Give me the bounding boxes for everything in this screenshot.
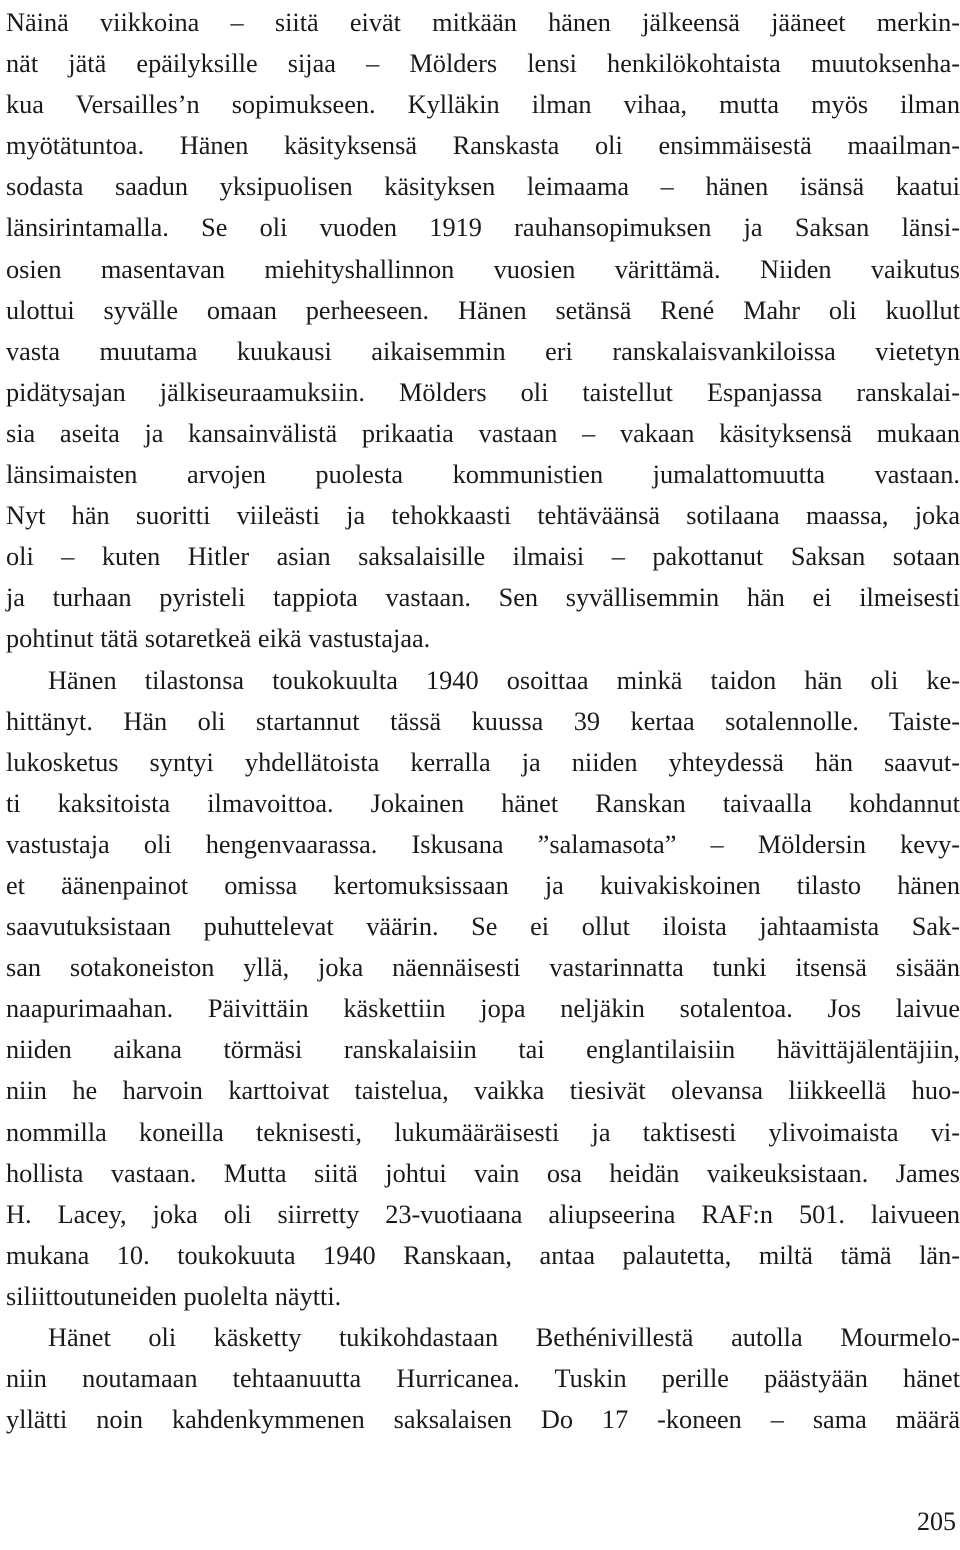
text-line: kua Versailles’n sopimukseen. Kylläkin ilman vihaa, mutta myös ilman [6,90,960,120]
text-line: Hänen tilastonsa toukokuulta 1940 osoittaa minkä taidon hän oli ke- [48,665,960,695]
text-line: sia aseita ja kansainvälistä prikaatia vastaan – vakaan käsityksensä mukaan [6,418,960,448]
text-line: vastustaja oli hengenvaarassa. Iskusana ”salamasota” – Möldersin kevy- [6,829,960,859]
text-line: lukosketus syntyi yhdellätoista kerralla ja niiden yhteydessä hän saavut- [6,747,960,777]
text-line: pidätysajan jälkiseuraamuksiin. Mölders oli taistellut Espanjassa ranskalai- [6,377,960,407]
text-line: et äänenpainot omissa kertomuksissaan ja kuivakiskoinen tilasto hänen [6,870,960,900]
text-line: länsirintamalla. Se oli vuoden 1919 rauhansopimuksen ja Saksan länsi- [6,213,960,243]
text-line: naapurimaahan. Päivittäin käskettiin jopa neljäkin sotalentoa. Jos laivue [6,994,960,1024]
text-line: nät jätä epäilyksille sijaa – Mölders lensi henkilökohtaista muutoksenha- [6,49,960,79]
text-line: san sotakoneiston yllä, joka näennäisesti vastarinnatta tunki itsensä sisään [6,953,960,983]
text-line: niin noutamaan tehtaanuutta Hurricanea. Tuskin perille päästyään hänet [6,1364,960,1394]
text-line: siliittoutuneiden puolelta näytti. [6,1281,342,1311]
text-line: ti kaksitoista ilmavoittoa. Jokainen hänet Ranskan taivaalla kohdannut [6,788,960,818]
text-line: yllätti noin kahdenkymmenen saksalaisen Do 17 -koneen – sama määrä [6,1405,960,1435]
text-line: ulottui syvälle omaan perheeseen. Hänen setänsä René Mahr oli kuollut [6,295,960,325]
text-line: myötätuntoa. Hänen käsityksensä Ranskasta oli ensimmäisestä maailman- [6,131,960,161]
text-line: nommilla koneilla teknisesti, lukumääräisesti ja taktisesti ylivoimaista vi- [6,1117,960,1147]
text-line: niiden aikana törmäsi ranskalaisiin tai englantilaisiin hävittäjälentäjiin, [6,1035,960,1065]
text-line: Nyt hän suoritti viileästi ja tehokkaasti tehtäväänsä sotilaana maassa, joka [6,501,960,531]
text-line: saavutuksistaan puhuttelevat väärin. Se ei ollut iloista jahtaamista Sak- [6,912,960,942]
text-line: niin he harvoin karttoivat taistelua, vaikka tiesivät olevansa liikkeellä huo- [6,1076,960,1106]
text-line: mukana 10. toukokuuta 1940 Ranskaan, antaa palautetta, miltä tämä län- [6,1240,960,1270]
text-line: pohtinut tätä sotaretkeä eikä vastustajaa. [6,624,431,654]
text-line: hollista vastaan. Mutta siitä johtui vain osa heidän vaikeuksistaan. James [6,1158,960,1188]
text-line: hittänyt. Hän oli startannut tässä kuussa 39 kertaa sotalennolle. Taiste- [6,706,960,736]
text-line: oli – kuten Hitler asian saksalaisille ilmaisi – pakottanut Saksan sotaan [6,542,960,572]
body-text [6,2,960,1440]
text-line: länsimaisten arvojen puolesta kommunistien jumalattomuutta vastaan. [6,460,960,490]
text-line: Näinä viikkoina – siitä eivät mitkään hänen jälkeensä jääneet merkin- [6,8,960,37]
text-line: osien masentavan miehityshallinnon vuosien värittämä. Niiden vaikutus [6,254,960,284]
text-line: Hänet oli käsketty tukikohdastaan Bethénivillestä autolla Mourmelo- [48,1323,960,1352]
page-number: 205 [917,1507,956,1536]
text-line: sodasta saadun yksipuolisen käsityksen leimaama – hänen isänsä kaatui [6,172,960,202]
text-line: H. Lacey, joka oli siirretty 23-vuotiaana aliupseerina RAF:n 501. laivueen [6,1199,960,1229]
text-line: vasta muutama kuukausi aikaisemmin eri ranskalaisvankiloissa vietetyn [6,336,960,366]
text-line: ja turhaan pyristeli tappiota vastaan. Sen syvällisemmin hän ei ilmeisesti [6,583,960,613]
